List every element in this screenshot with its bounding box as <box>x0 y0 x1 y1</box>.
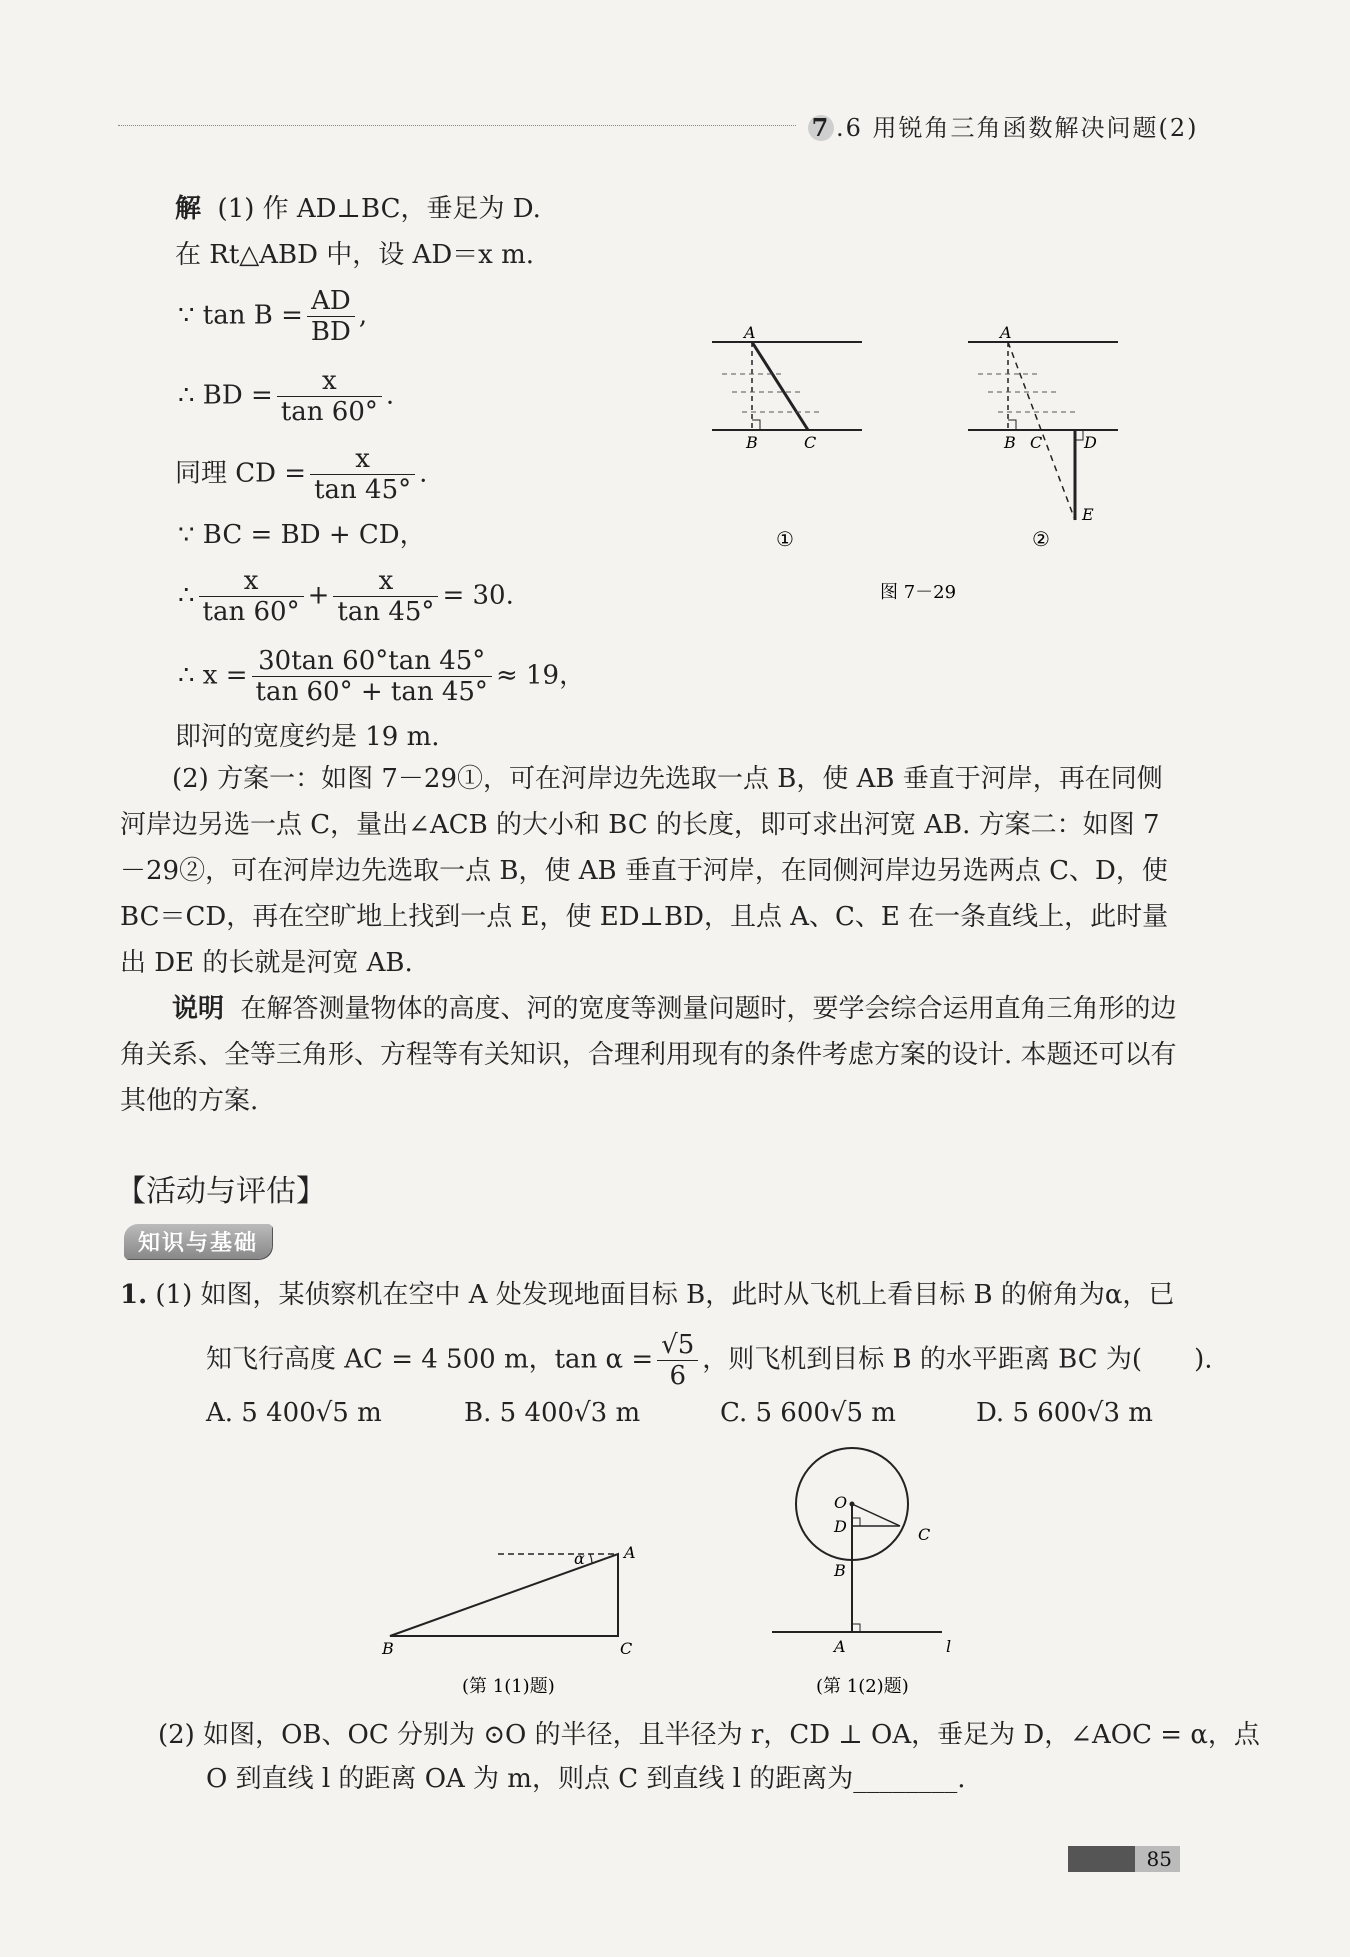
figure-7-29-caption: 图 7－29 <box>880 582 957 603</box>
section-title: .6 用锐角三角函数解决问题(2) <box>836 114 1199 142</box>
fig-q2-label-c: C <box>918 1525 931 1544</box>
q1-number: 1. <box>120 1280 148 1310</box>
q1-part1-question: ，则飞机到目标 B 的水平距离 BC 为( ). <box>702 1344 1213 1375</box>
solution-label: 解 <box>175 194 202 224</box>
fig-q1-label-c: C <box>620 1639 633 1658</box>
eq8-denominator: tan 60° + tan 45° <box>255 677 488 707</box>
fig2-label-e: E <box>1082 505 1094 524</box>
solution-line-5: 同理 CD = $\frac{x}{\tan 45^\circ}$ . <box>175 444 428 505</box>
eq7-fraction-1 <box>199 566 304 627</box>
solution-line-7: ∴ $\frac{x}{\tan 60^\circ}$ + $\frac{x}{\tan 45^\circ}$ = 30. <box>178 566 514 627</box>
tan-alpha-numerator: √5 <box>657 1330 698 1361</box>
fig-q2-label-l: l <box>946 1637 952 1656</box>
solution-line-3: ∵ tan B = $\frac{AD}{BD}$ , <box>178 286 368 347</box>
knowledge-badge: 知识与基础 <box>124 1224 272 1259</box>
q1-option-b[interactable]: B. 5 400√3 m <box>464 1398 641 1428</box>
figure-q1-1 <box>370 1530 660 1720</box>
fig-q1-label-alpha: α <box>574 1549 585 1568</box>
eq5-lhs: 同理 CD = <box>175 458 307 489</box>
section-number-badge: 7 <box>808 115 834 141</box>
fig-q1-1-caption: (第 1(1)题) <box>462 1676 555 1697</box>
fig2-label-b: B <box>1004 433 1016 452</box>
page-number: 85 <box>1068 1846 1180 1872</box>
q1-part2-line1: (2) 如图，OB、OC 分别为 ⊙O 的半径，且半径为 r，CD ⊥ OA，垂足为 D，∠AOC = α，点 <box>158 1720 1260 1750</box>
fig2-label-a: A <box>1000 323 1012 342</box>
solution-line-6: ∵ BC = BD + CD， <box>178 520 426 550</box>
fig2-label-c: C <box>1030 433 1043 452</box>
fig-q1-label-a: A <box>624 1543 636 1562</box>
fig1-label-b: B <box>746 433 758 452</box>
fig1-label-c: C <box>804 433 817 452</box>
figure-q1-2 <box>760 1436 990 1726</box>
q1-part2-line2: O 到直线 l 的距离 OA 为 m，则点 C 到直线 l 的距离为________. <box>206 1764 966 1794</box>
eq8-numerator: 30tan 60°tan 45° <box>252 646 492 677</box>
eq7-fraction-2 <box>333 566 438 627</box>
eq7-numerator-2: x <box>333 566 438 597</box>
solution-step-1: (1) 作 AD⊥BC，垂足为 D. <box>217 194 541 224</box>
eq3-fraction <box>307 286 355 347</box>
eq8-fraction <box>252 646 492 707</box>
tan-alpha-denominator: 6 <box>669 1361 686 1391</box>
eq7-numerator-1: x <box>199 566 304 597</box>
fig-q2-label-d: D <box>834 1517 847 1536</box>
fig-q2-label-o: O <box>834 1493 848 1512</box>
eq4-fraction <box>277 366 382 427</box>
eq5-denominator: tan 45° <box>314 475 412 505</box>
solution-line-9: 即河的宽度约是 19 m. <box>175 722 440 752</box>
note-label: 说明 <box>172 994 225 1024</box>
eq4-numerator: x <box>277 366 382 397</box>
figure-7-29-2 <box>968 323 1118 551</box>
fig2-subcaption: ② <box>1032 527 1050 551</box>
solution-line-4: ∴ BD = $\frac{x}{\tan 60^\circ}$ . <box>178 366 395 427</box>
fig2-label-d: D <box>1084 433 1097 452</box>
fig-q2-label-b: B <box>834 1561 846 1580</box>
q1-part1-line1 <box>120 1272 1174 1318</box>
eq4-lhs: ∴ BD = <box>178 380 273 411</box>
solution-line-8 <box>178 646 585 707</box>
fig-q2-label-a: A <box>834 1637 846 1656</box>
eq7-denominator-1: tan 60° <box>202 597 300 627</box>
eq3-lhs: ∵ tan B = <box>178 300 303 331</box>
eq5-numerator: x <box>310 444 415 475</box>
solution-part-2: (2) 方案一：如图 7－29①，可在河岸边先选取一点 B，使 AB 垂直于河岸，再在同侧河岸边另选一点 C，量出∠ACB 的大小和 BC 的长度，即可求出河宽 AB. 方案二：如图 7－29②，可在河岸边先选取一点 B，使 AB 垂直于河岸，在同侧河岸边另选两点 C、D，使 BC＝CD，再在空旷地上找到一点 E，使 ED⊥BD，且点 A、C、E 在一条直线上，此时量出 DE 的长就是河宽 AB. <box>120 764 1169 978</box>
header-rule <box>118 125 796 126</box>
eq7-denominator-2: tan 45° <box>337 597 435 627</box>
solution-line-1 <box>175 186 541 232</box>
eq5-fraction <box>310 444 415 505</box>
eq3-numerator: AD <box>307 286 355 317</box>
figure-7-29 <box>700 320 1140 610</box>
activity-heading: 【活动与评估】 <box>116 1174 326 1209</box>
eq4-denominator: tan 60° <box>280 397 378 427</box>
eq3-denominator: BD <box>310 317 351 347</box>
q1-option-c[interactable]: C. 5 600√5 m <box>720 1398 896 1428</box>
solution-line-2: 在 Rt△ABD 中，设 AD＝x m. <box>175 240 535 270</box>
tan-alpha-fraction <box>657 1330 698 1391</box>
q1-part1-text: (1) 如图，某侦察机在空中 A 处发现地面目标 B，此时从飞机上看目标 B 的俯角为α，已 <box>155 1280 1175 1310</box>
fig-q1-2-caption: (第 1(2)题) <box>816 1676 909 1697</box>
fig1-subcaption: ① <box>776 527 794 551</box>
q1-option-a[interactable]: A. 5 400√5 m <box>206 1398 382 1428</box>
note-paragraph <box>120 986 1180 1124</box>
eq8-rhs: ≈ 19， <box>495 660 586 691</box>
fig1-label-a: A <box>744 323 756 342</box>
fig-q1-label-b: B <box>382 1639 394 1658</box>
figure-7-29-1 <box>712 323 862 551</box>
eq7-rhs: = 30. <box>442 580 514 611</box>
running-header <box>808 108 1199 143</box>
q1-part1-line2 <box>206 1330 1212 1391</box>
note-text: 在解答测量物体的高度、河的宽度等测量问题时，要学会综合运用直角三角形的边角关系、全等三角形、方程等有关知识，合理利用现有的条件考虑方案的设计. 本题还可以有其他的方案. <box>120 994 1177 1116</box>
q1-part1-given: 知飞行高度 AC = 4 500 m，tan α = <box>206 1344 654 1375</box>
eq7-therefore: ∴ <box>178 580 195 611</box>
q1-option-d[interactable]: D. 5 600√3 m <box>976 1398 1153 1428</box>
eq8-lhs: ∴ x = <box>178 660 248 691</box>
